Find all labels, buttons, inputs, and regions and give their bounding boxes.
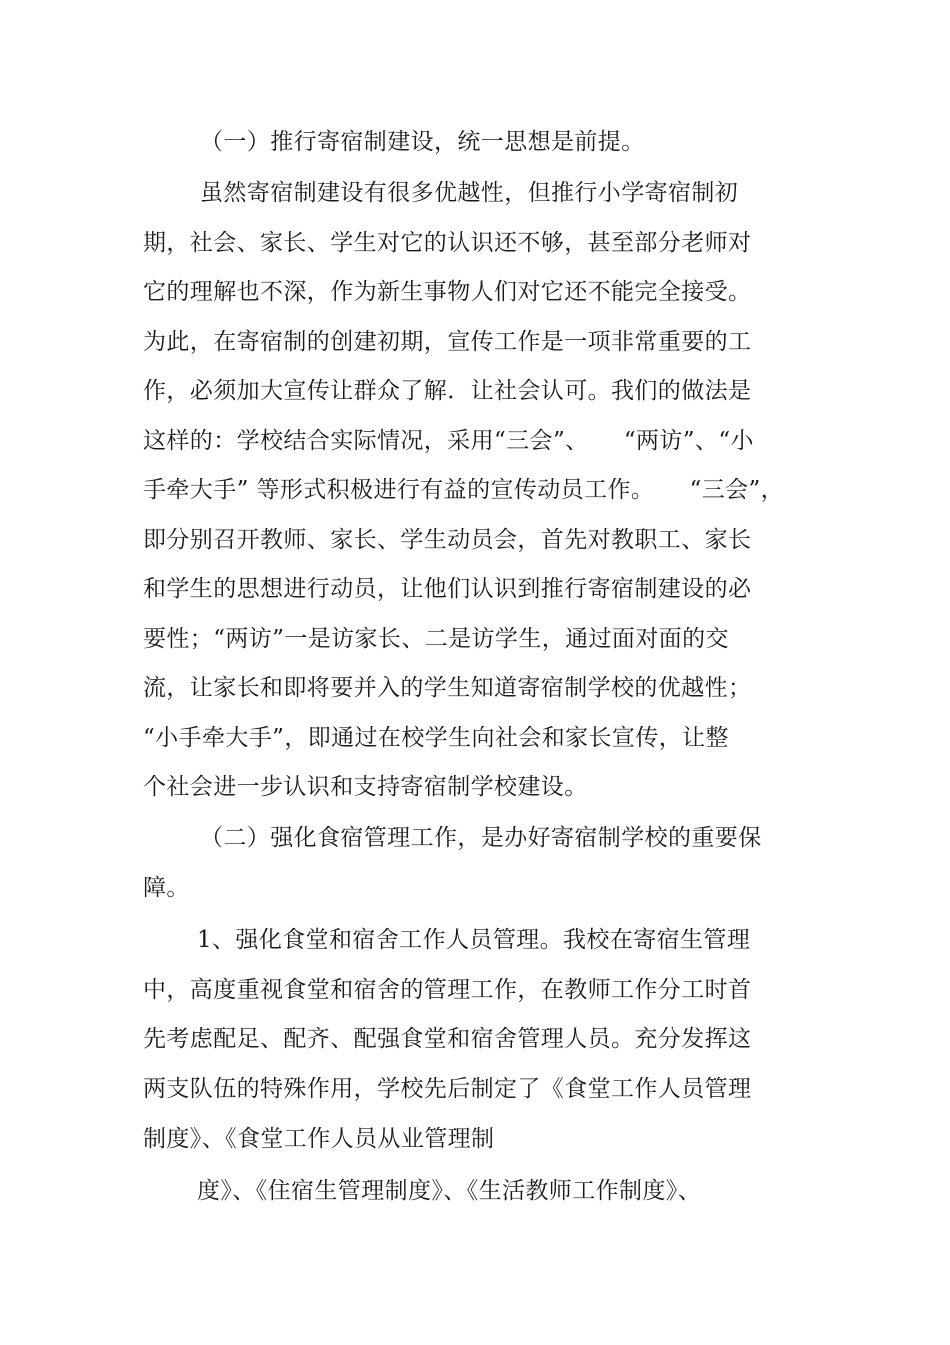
paragraph-line: 1、强化食堂和宿舍工作人员管理。我校在寄宿生管理 (197, 927, 751, 953)
paragraph-line: 这样的：学校结合实际情况，采用“三会”、 “两访”、“小 (143, 428, 754, 454)
section-heading-2-cont: 障。 (143, 875, 190, 901)
paragraph-line: 即分别召开教师、家长、学生动员会，首先对教职工、家长 (143, 527, 752, 553)
paragraph-line: 制度》、《食堂工作人员从业管理制 (143, 1126, 495, 1152)
paragraph-line: 手牵大手” 等形式积极进行有益的宣传动员工作。 “三会”， (143, 477, 785, 503)
paragraph-line: “小手牵大手”，即通过在校学生向社会和家长宣传，让整 (143, 725, 729, 751)
paragraph-line: 和学生的思想进行动员，让他们认识到推行寄宿制建设的必 (143, 576, 752, 602)
paragraph-line: 中，高度重视食堂和宿舍的管理工作，在教师工作分工时首 (143, 977, 752, 1003)
paragraph-line: 先考虑配足、配齐、配强食堂和宿舍管理人员。充分发挥这 (143, 1026, 752, 1052)
paragraph-line: 虽然寄宿制建设有很多优越性，但推行小学寄宿制初 (200, 180, 739, 206)
paragraph-line: 流，让家长和即将要并入的学生知道寄宿制学校的优越性； (143, 675, 752, 701)
section-heading-2: （二）强化食宿管理工作，是办好寄宿制学校的重要保 (200, 825, 762, 851)
paragraph-line: 个社会进一步认识和支持寄宿制学校建设。 (143, 774, 588, 800)
paragraph-line: 为此，在寄宿制的创建初期，宣传工作是一项非常重要的工 (143, 329, 752, 355)
paragraph-line: 度》、《住宿生管理制度》、《生活教师工作制度》、 (197, 1178, 702, 1204)
paragraph-line: 两支队伍的特殊作用，学校先后制定了《食堂工作人员管理 (143, 1076, 752, 1102)
section-heading-1: （一）推行寄宿制建设，统一思想是前提。 (200, 129, 645, 155)
paragraph-line: 作，必须加大宣传让群众了解．让社会认可。我们的做法是 (143, 378, 752, 404)
paragraph-line: 要性；“两访”一是访家长、二是访学生，通过面对面的交 (143, 626, 729, 652)
paragraph-line: 期，社会、家长、学生对它的认识还不够，甚至部分老师对 (143, 230, 752, 256)
paragraph-line: 它的理解也不深，作为新生事物人们对它还不能完全接受。 (143, 279, 752, 305)
